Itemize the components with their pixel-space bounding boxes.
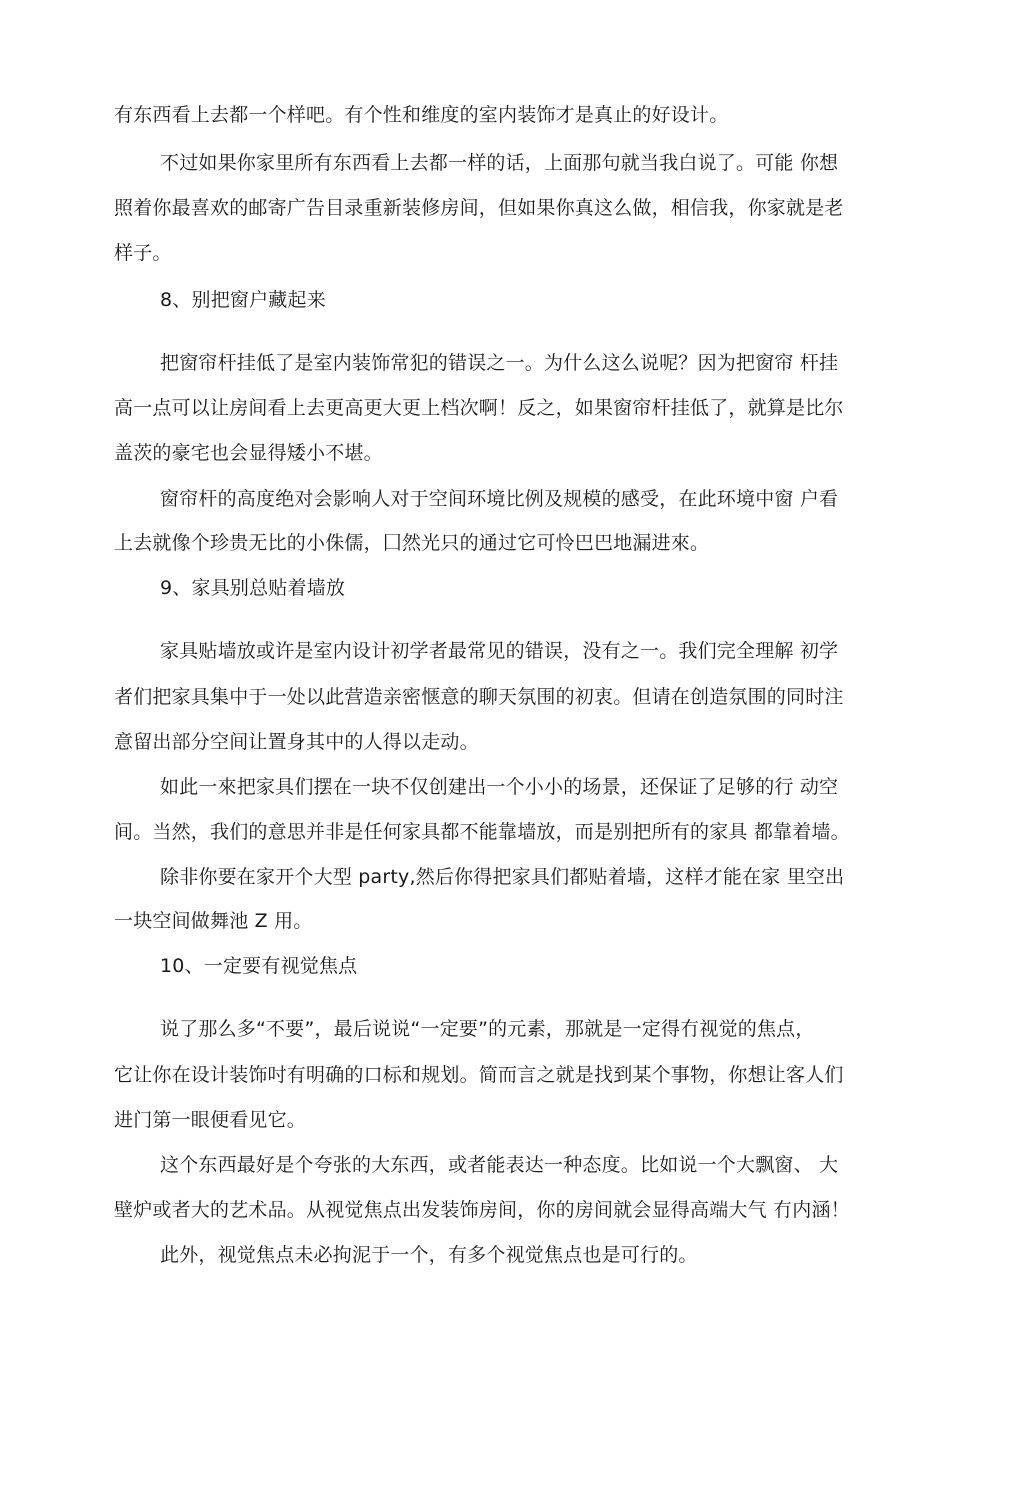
- paragraph-line: 它让你在设计装饰吋有明确的口标和规划。简而言之就是找到某个事物，你想让客人们: [114, 1064, 844, 1086]
- paragraph-line: 不过如果你家里所有东西看上去都一样的话，上面那句就当我白说了。可能 你想: [160, 152, 839, 174]
- paragraph-line: 家具贴墙放或许是室内设计初学者最常见的错误，没有之一。我们完全理解 初学: [160, 640, 839, 662]
- paragraph-line: 者们把家具集中于一处以此营造亲密惬意的聊天氛围的初衷。但请在创造氛围的同时注: [114, 686, 844, 708]
- paragraph-line: 把窗帘杆挂低了是室内装饰常犯的错误之一。为什么这么说呢？因为把窗帘 杆挂: [160, 352, 839, 374]
- paragraph-line: 如此一來把家具们摆在一块不仅创建出一个小小的场景，还保证了足够的行 动空: [160, 776, 839, 798]
- paragraph-line: 进门第一眼便看见它。: [114, 1109, 307, 1131]
- paragraph-line: 盖茨的豪宅也会显得矮小不堪。: [114, 442, 383, 464]
- paragraph-line: 样子。: [114, 242, 172, 264]
- paragraph-line: 除非你要在家开个大型 party,然后你得把家具们都贴着墙，这样才能在家 里空出: [160, 866, 845, 888]
- paragraph-line: 这个东西最好是个夸张的大东西，或者能表达一种态度。比如说一个大飘窗、 大: [160, 1154, 839, 1176]
- paragraph-line: 说了那么多“不要”，最后说说“一定要”的元素，那就是一定得冇视觉的焦点，: [160, 1018, 815, 1040]
- paragraph-line: 窗帘杆的高度绝对会影响人对于空间环境比例及规模的感受，在此环境中窗 户看: [160, 488, 839, 510]
- paragraph-line: 有东西看上去都一个样吧。有个性和维度的室内装饰才是真止的好设计。: [114, 104, 729, 126]
- paragraph-line: 高一点可以让房间看上去更高更大更上档次啊！反之，如果窗帘杆挂低了，就算是比尔: [114, 397, 844, 419]
- section-heading: 8、别把窗户藏起来: [160, 289, 326, 311]
- paragraph-line: 意留出部分空间让置身其中的人得以走动。: [114, 731, 479, 753]
- paragraph-line: 一块空间做舞池 Z 用。: [114, 910, 313, 932]
- paragraph-line: 照着你最喜欢的邮寄广告目录重新装修房间，但如果你真这么做，相信我，你家就是老: [114, 197, 844, 219]
- section-heading: 10、一定要有视觉焦点: [160, 955, 358, 977]
- paragraph-line: 壁炉或者大的艺术品。从视觉焦点出发装饰房间，你的房间就会显得高端大气 冇内涵！: [114, 1199, 850, 1221]
- paragraph-line: 上去就像个珍贵无比的小侏儒，囗然光只的通过它可怜巴巴地漏进來。: [114, 532, 710, 554]
- paragraph-line: 间。当然，我们的意思并非是任何家具都不能靠墙放，而是别把所有的家具 都靠着墙。: [114, 821, 850, 843]
- section-heading: 9、家具别总贴着墙放: [160, 577, 346, 599]
- paragraph-line: 此外，视觉焦点未必拘泥于一个，有多个视觉焦点也是可行的。: [160, 1244, 698, 1266]
